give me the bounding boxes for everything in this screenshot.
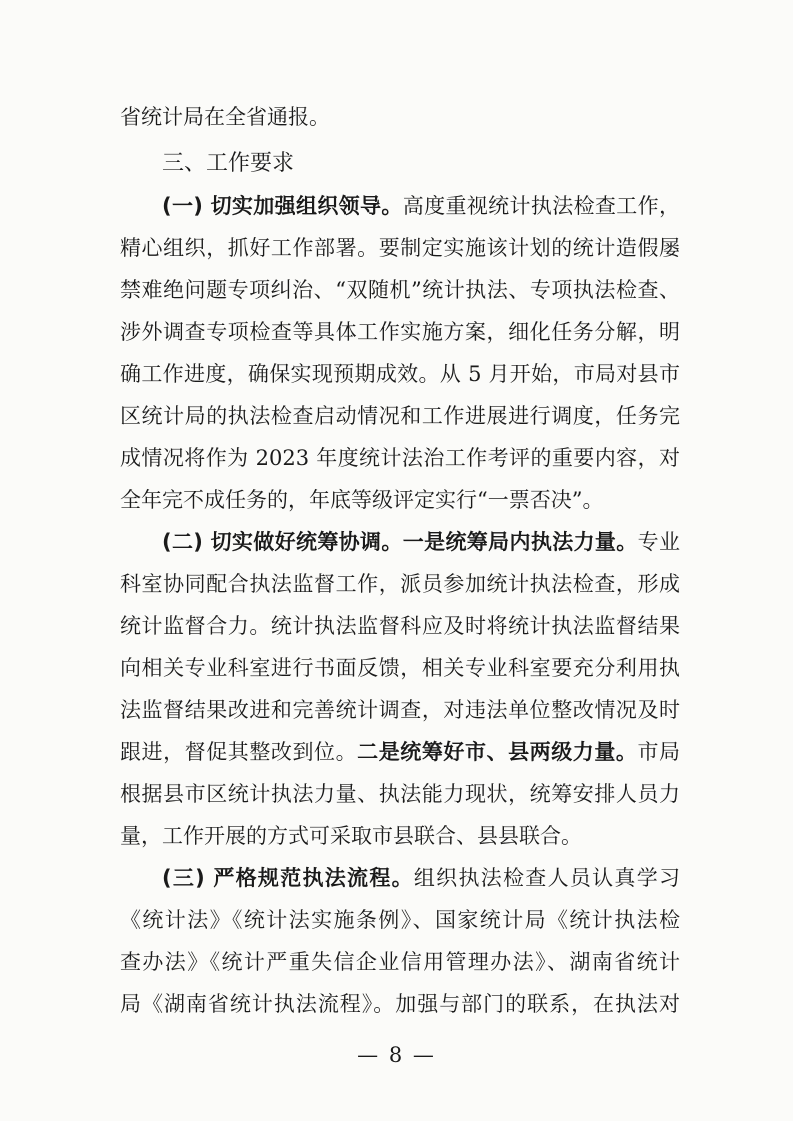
subheading-2a: 一是统筹局内执法力量。 (402, 530, 638, 554)
subheading-1: (一) 切实加强组织领导。 (162, 194, 403, 218)
paragraph-2-line-4: 向相关专业科室进行书面反馈，相关专业科室要充分利用执 (120, 656, 680, 680)
paragraph-2-line-7: 根据县市区统计执法力量、执法能力现状，统筹安排人员力 (120, 782, 680, 806)
paragraph-1-line-8: 全年完不成任务的，年底等级评定实行“一票否决”。 (120, 488, 604, 512)
paragraph-1-line-3: 禁难绝问题专项纠治、“双随机”统计执法、专项执法检查、 (120, 278, 680, 302)
paragraph-2-line-5: 法监督结果改进和完善统计调查，对违法单位整改情况及时 (120, 698, 680, 722)
paragraph-3-line-4: 局《湖南省统计执法流程》。加强与部门的联系，在执法对 (120, 992, 680, 1016)
page-number: — 8 — (357, 1043, 436, 1067)
paragraph-2-line-1: (二) 切实做好统筹协调。一是统筹局内执法力量。专业 (162, 530, 680, 554)
paragraph-2-line-6: 跟进，督促其整改到位。二是统筹好市、县两级力量。市局 (120, 740, 680, 764)
paragraph-1-line-1: (一) 切实加强组织领导。高度重视统计执法检查工作， (162, 194, 680, 218)
paragraph-2-line-8: 量，工作开展的方式可采取市县联合、县县联合。 (120, 824, 582, 848)
paragraph-1-line-5: 确工作进度，确保实现预期成效。从 5 月开始，市局对县市 (120, 362, 680, 386)
paragraph-1-line-4: 涉外调查专项检查等具体工作实施方案，细化任务分解，明 (120, 320, 680, 344)
paragraph-1-line-6: 区统计局的执法检查启动情况和工作进展进行调度，任务完 (120, 404, 680, 428)
paragraph-2-line-2: 科室协同配合执法监督工作，派员参加统计执法检查，形成 (120, 572, 680, 596)
subheading-3: (三) 严格规范执法流程。 (162, 866, 414, 890)
subheading-2: (二) 切实做好统筹协调。 (162, 530, 403, 554)
paragraph-1-line-2: 精心组织，抓好工作部署。要制定实施该计划的统计造假屡 (120, 236, 680, 260)
paragraph-1-line-7: 成情况将作为 2023 年度统计法治工作考评的重要内容，对 (120, 446, 680, 470)
text-line-1: 省统计局在全省通报。 (120, 105, 330, 129)
paragraph-3-line-2: 《统计法》《统计法实施条例》、国家统计局《统计执法检 (120, 908, 680, 932)
paragraph-2-line-3: 统计监督合力。统计执法监督科应及时将统计执法监督结果 (120, 614, 680, 638)
paragraph-3-line-1: (三) 严格规范执法流程。组织执法检查人员认真学习 (162, 866, 680, 890)
section-heading: 三、工作要求 (162, 151, 295, 176)
paragraph-3-line-3: 查办法》《统计严重失信企业信用管理办法》、湖南省统计 (120, 950, 680, 974)
subheading-2b: 二是统筹好市、县两级力量。 (357, 740, 638, 764)
